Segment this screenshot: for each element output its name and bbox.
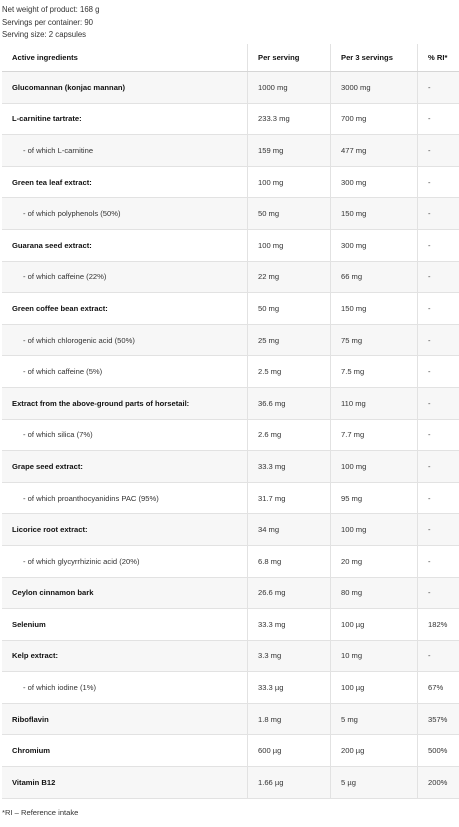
ingredient-cell: - of which silica (7%) xyxy=(2,419,248,451)
ri-cell: - xyxy=(418,324,459,356)
per-3-servings-cell: 100 µg xyxy=(331,672,418,704)
ri-cell: - xyxy=(418,198,459,230)
per-serving-cell: 31.7 mg xyxy=(248,482,331,514)
ri-cell: 67% xyxy=(418,672,459,704)
ingredient-cell: Ceylon cinnamon bark xyxy=(2,577,248,609)
table-row xyxy=(2,103,459,135)
per-serving-cell: 33.3 mg xyxy=(248,609,331,641)
per-3-servings-cell: 100 mg xyxy=(331,451,418,483)
per-serving-cell: 233.3 mg xyxy=(248,103,331,135)
ri-cell: - xyxy=(418,166,459,198)
per-serving-cell: 26.6 mg xyxy=(248,577,331,609)
per-3-servings-cell: 10 mg xyxy=(331,640,418,672)
header-ri: % RI* xyxy=(418,44,459,72)
per-3-servings-cell: 95 mg xyxy=(331,482,418,514)
table-row xyxy=(2,166,459,198)
ri-cell: - xyxy=(418,482,459,514)
ingredient-cell: Glucomannan (konjac mannan) xyxy=(2,72,248,104)
per-serving-cell: 22 mg xyxy=(248,261,331,293)
table-row xyxy=(2,672,459,704)
servings-per-container: Servings per container: 90 xyxy=(2,17,94,27)
per-3-servings-cell: 200 µg xyxy=(331,735,418,767)
ri-cell: - xyxy=(418,419,459,451)
per-3-servings-cell: 150 mg xyxy=(331,293,418,325)
table-row xyxy=(2,198,459,230)
per-serving-cell: 1000 mg xyxy=(248,72,331,104)
per-3-servings-cell: 3000 mg xyxy=(331,72,418,104)
ri-cell: - xyxy=(418,356,459,388)
per-3-servings-cell: 5 µg xyxy=(331,767,418,799)
per-serving-cell: 1.8 mg xyxy=(248,703,331,735)
table-body xyxy=(2,72,459,799)
ingredient-cell: - of which caffeine (5%) xyxy=(2,356,248,388)
table-row xyxy=(2,419,459,451)
per-serving-cell: 159 mg xyxy=(248,135,331,167)
per-serving-cell: 2.5 mg xyxy=(248,356,331,388)
header-per-serving: Per serving xyxy=(248,44,331,72)
per-3-servings-cell: 100 µg xyxy=(331,609,418,641)
ri-cell: 200% xyxy=(418,767,459,799)
table-row xyxy=(2,387,459,419)
ingredient-cell: Licorice root extract: xyxy=(2,514,248,546)
net-weight: Net weight of product: 168 g xyxy=(2,5,100,14)
table-row xyxy=(2,767,459,799)
per-serving-cell: 1.66 µg xyxy=(248,767,331,799)
product-info xyxy=(2,4,100,42)
per-3-servings-cell: 5 mg xyxy=(331,703,418,735)
per-3-servings-cell: 7.5 mg xyxy=(331,356,418,388)
per-serving-cell: 34 mg xyxy=(248,514,331,546)
ri-cell: - xyxy=(418,103,459,135)
ingredient-cell: - of which polyphenols (50%) xyxy=(2,198,248,230)
ingredient-cell: - of which L-carnitine xyxy=(2,135,248,167)
ri-cell: - xyxy=(418,451,459,483)
ingredients-table xyxy=(2,44,459,799)
ingredient-cell: - of which glycyrrhizinic acid (20%) xyxy=(2,545,248,577)
ingredient-cell: Vitamin B12 xyxy=(2,767,248,799)
per-3-servings-cell: 7.7 mg xyxy=(331,419,418,451)
ingredient-cell: - of which iodine (1%) xyxy=(2,672,248,704)
ingredient-cell: Chromium xyxy=(2,735,248,767)
table-row xyxy=(2,703,459,735)
per-serving-cell: 50 mg xyxy=(248,293,331,325)
per-3-servings-cell: 700 mg xyxy=(331,103,418,135)
ri-cell: - xyxy=(418,577,459,609)
per-serving-cell: 100 mg xyxy=(248,229,331,261)
header-per-3-servings: Per 3 servings xyxy=(331,44,418,72)
ri-cell: 182% xyxy=(418,609,459,641)
ingredient-cell: Green tea leaf extract: xyxy=(2,166,248,198)
per-3-servings-cell: 100 mg xyxy=(331,514,418,546)
table-row xyxy=(2,261,459,293)
per-serving-cell: 36.6 mg xyxy=(248,387,331,419)
ri-cell: 500% xyxy=(418,735,459,767)
table-row xyxy=(2,577,459,609)
ingredient-cell: Selenium xyxy=(2,609,248,641)
table-row xyxy=(2,545,459,577)
ri-cell: - xyxy=(418,545,459,577)
footnote: *RI – Reference intake xyxy=(2,808,79,817)
ri-cell: - xyxy=(418,261,459,293)
table-row xyxy=(2,640,459,672)
per-3-servings-cell: 150 mg xyxy=(331,198,418,230)
per-serving-cell: 33.3 µg xyxy=(248,672,331,704)
table-row xyxy=(2,324,459,356)
ingredient-cell: - of which chlorogenic acid (50%) xyxy=(2,324,248,356)
per-3-servings-cell: 300 mg xyxy=(331,229,418,261)
ingredient-cell: Kelp extract: xyxy=(2,640,248,672)
table-row xyxy=(2,229,459,261)
ri-cell: - xyxy=(418,229,459,261)
ri-cell: 357% xyxy=(418,703,459,735)
ingredient-cell: Green coffee bean extract: xyxy=(2,293,248,325)
per-serving-cell: 33.3 mg xyxy=(248,451,331,483)
per-3-servings-cell: 110 mg xyxy=(331,387,418,419)
table-row xyxy=(2,735,459,767)
per-serving-cell: 600 µg xyxy=(248,735,331,767)
ri-cell: - xyxy=(418,135,459,167)
ingredient-cell: Riboflavin xyxy=(2,703,248,735)
ingredient-cell: Guarana seed extract: xyxy=(2,229,248,261)
table-row xyxy=(2,514,459,546)
ingredient-cell: L-carnitine tartrate: xyxy=(2,103,248,135)
per-serving-cell: 25 mg xyxy=(248,324,331,356)
ingredient-cell: Grape seed extract: xyxy=(2,451,248,483)
ri-cell: - xyxy=(418,387,459,419)
table-row xyxy=(2,293,459,325)
ingredient-cell: - of which proanthocyanidins PAC (95%) xyxy=(2,482,248,514)
serving-size: Serving size: 2 capsules xyxy=(2,30,87,40)
table-row xyxy=(2,135,459,167)
ingredient-cell: - of which caffeine (22%) xyxy=(2,261,248,293)
ingredient-cell: Extract from the above-ground parts of horsetail: xyxy=(2,387,248,419)
table-row xyxy=(2,72,459,104)
per-serving-cell: 100 mg xyxy=(248,166,331,198)
per-serving-cell: 6.8 mg xyxy=(248,545,331,577)
per-3-servings-cell: 80 mg xyxy=(331,577,418,609)
table-row xyxy=(2,451,459,483)
per-3-servings-cell: 75 mg xyxy=(331,324,418,356)
header-active-ingredients: Active ingredients xyxy=(2,44,248,72)
table-row xyxy=(2,609,459,641)
per-3-servings-cell: 477 mg xyxy=(331,135,418,167)
per-3-servings-cell: 300 mg xyxy=(331,166,418,198)
per-serving-cell: 2.6 mg xyxy=(248,419,331,451)
per-serving-cell: 50 mg xyxy=(248,198,331,230)
per-3-servings-cell: 66 mg xyxy=(331,261,418,293)
table-header-row xyxy=(2,44,459,72)
ri-cell: - xyxy=(418,72,459,104)
table-row xyxy=(2,356,459,388)
ri-cell: - xyxy=(418,640,459,672)
table-row xyxy=(2,482,459,514)
per-3-servings-cell: 20 mg xyxy=(331,545,418,577)
ri-cell: - xyxy=(418,293,459,325)
ri-cell: - xyxy=(418,514,459,546)
per-serving-cell: 3.3 mg xyxy=(248,640,331,672)
